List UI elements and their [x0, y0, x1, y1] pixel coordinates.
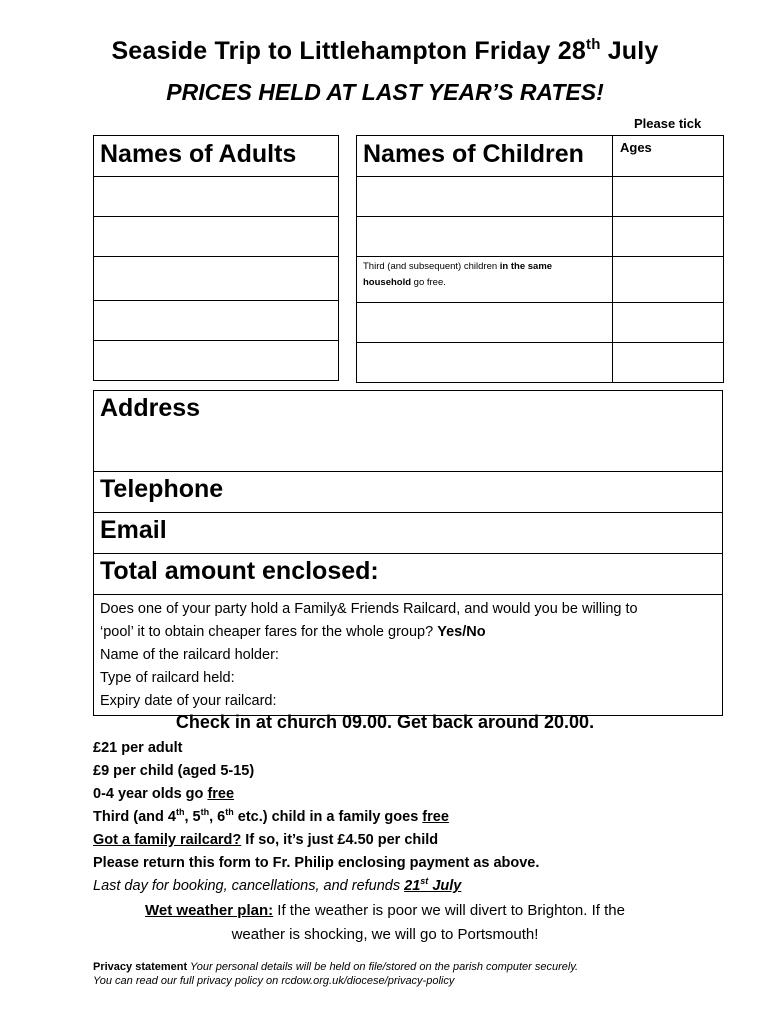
child-name-field[interactable] — [357, 343, 613, 383]
total-amount-field[interactable] — [94, 554, 723, 595]
child-price: £9 per child (aged 5-15) — [93, 763, 255, 779]
adult-name-field[interactable] — [94, 217, 339, 257]
address-field[interactable] — [94, 391, 723, 472]
child-age-field[interactable] — [613, 177, 724, 217]
child-name-field[interactable] — [357, 177, 613, 217]
last-booking-day: Last day for booking, cancellations, and refunds 21st July — [93, 876, 462, 894]
privacy-label: Privacy statement — [93, 961, 188, 973]
adult-name-field[interactable] — [94, 177, 339, 217]
page-subtitle: PRICES HELD AT LAST YEAR’S RATES! — [166, 79, 604, 105]
tick-note: Please tick — [634, 116, 702, 131]
railcard-holder-label: Name of the railcard holder: — [100, 647, 279, 663]
child-age-field[interactable] — [613, 303, 724, 343]
railcard-expiry-label: Expiry date of your railcard: — [100, 693, 277, 709]
children-header: Names of Children — [357, 136, 613, 177]
ages-header: Ages — [613, 136, 724, 177]
total-amount-label: Total amount enclosed: — [100, 557, 379, 585]
email-label: Email — [100, 516, 167, 544]
page-title: Seaside Trip to Littlehampton Friday 28th July — [111, 36, 659, 65]
child-name-field[interactable] — [357, 217, 613, 257]
railcard-price: Got a family railcard? If so, it’s just £4.50 per child — [93, 832, 439, 848]
price-list — [93, 737, 539, 898]
railcard-type-label: Type of railcard held: — [100, 670, 235, 686]
yes-no-option[interactable]: Yes/No — [437, 624, 486, 640]
wet-weather-label: Wet weather plan: — [145, 902, 274, 919]
child-name-field[interactable] — [357, 303, 613, 343]
adults-header: Names of Adults — [94, 136, 339, 177]
adult-name-field[interactable] — [94, 341, 339, 381]
child-age-field[interactable] — [613, 257, 724, 303]
children-table — [356, 135, 724, 383]
free-children-note: Third (and subsequent) children in the same household go free. — [363, 261, 553, 288]
address-label: Address — [100, 394, 201, 422]
child-age-field[interactable] — [613, 343, 724, 383]
railcard-section[interactable] — [94, 595, 723, 716]
child-age-field[interactable] — [613, 217, 724, 257]
email-field[interactable] — [94, 513, 723, 554]
privacy-statement: Privacy statement Your personal details will be held on file/stored on the parish computer securely. You can read our full privacy policy on rcdow.org.uk/diocese/privacy-policy — [93, 961, 579, 987]
sibling-price: Third (and 4th, 5th, 6th etc.) child in a family goes free — [93, 807, 449, 825]
infant-price: 0-4 year olds go free — [93, 786, 235, 802]
contact-details-table — [93, 390, 723, 716]
adult-name-field[interactable] — [94, 257, 339, 301]
railcard-question: Does one of your party hold a Family& Friends Railcard, and would you be willing to — [100, 601, 638, 617]
child-name-field[interactable] — [357, 257, 613, 303]
return-instructions: Please return this form to Fr. Philip enclosing payment as above. — [93, 855, 540, 871]
adults-table — [93, 135, 339, 381]
telephone-label: Telephone — [100, 475, 224, 503]
telephone-field[interactable] — [94, 472, 723, 513]
railcard-question-cont: ‘pool’ it to obtain cheaper fares for the whole group? — [100, 624, 438, 640]
checkin-times: Check in at church 09.00. Get back around 20.00. — [175, 712, 595, 732]
wet-weather-plan: Wet weather plan: If the weather is poor we will divert to Brighton. If the weather is shocking, we will go to Portsmouth! — [145, 902, 625, 943]
adult-price: £21 per adult — [93, 740, 183, 756]
adult-name-field[interactable] — [94, 301, 339, 341]
